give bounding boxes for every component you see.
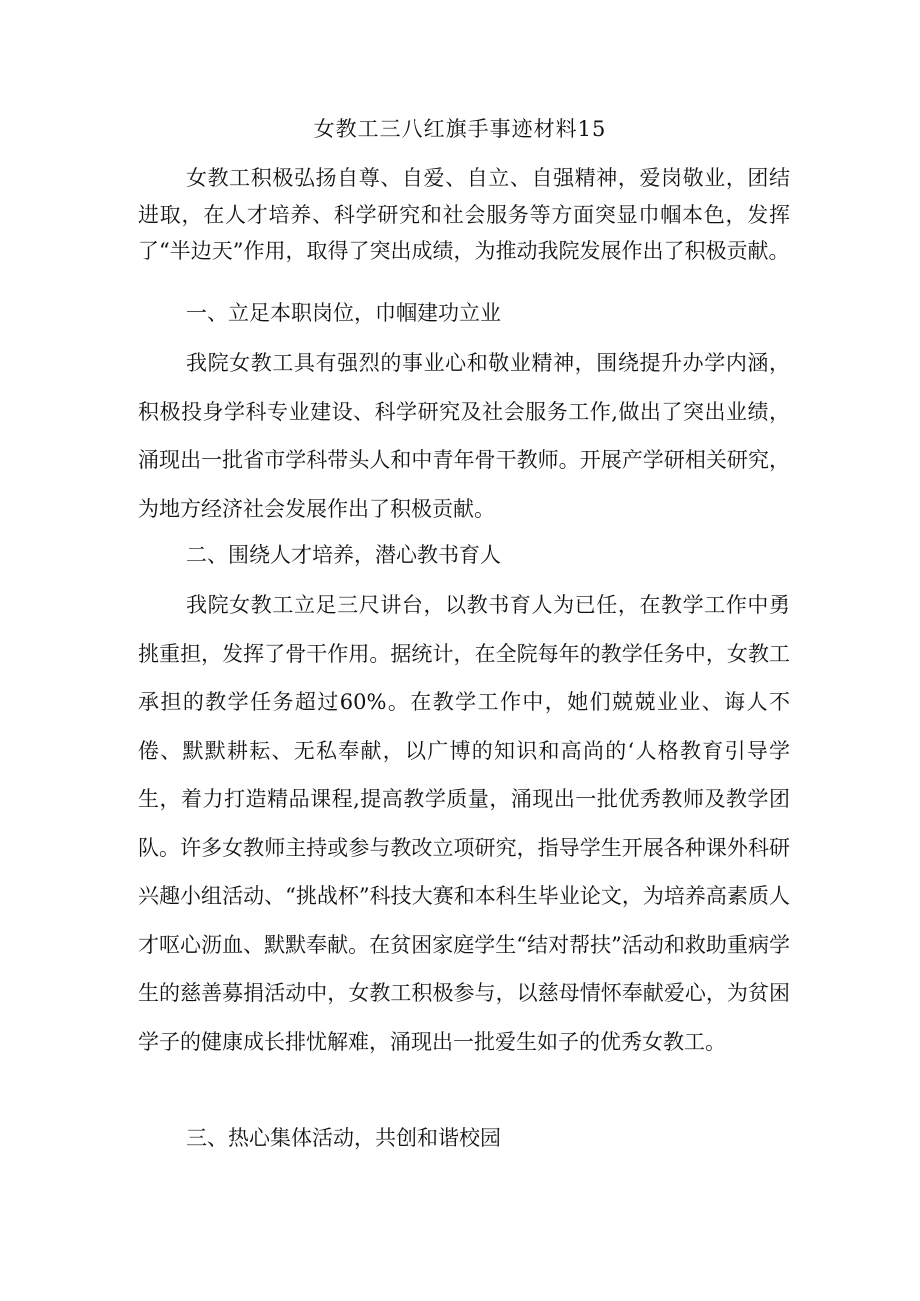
intro-paragraph: 女教工积极弘扬自尊、自爱、自立、自强精神，爱岗敬业，团结进取，在人才培养、科学研究和社会服务等方面突显巾帼本色，发挥了“半边天”作用，取得了突出成绩，为推动我院发展作出了积极贡献。 bbox=[138, 166, 790, 263]
document-title: 女教工三八红旗手事迹材料15 bbox=[313, 117, 607, 141]
section-body-2: 我院女教工立足三尺讲台，以教书育人为已任，在教学工作中勇挑重担，发挥了骨干作用。据统计，在全院每年的教学任务中，女教工承担的教学任务超过60%。在教学工作中，她们兢兢业业、诲人不倦、默默耕耘、无私奉献，以广博的知识和高尚的‘人格教育引导学生，着力打造精品课程,提高教学质量，涌现出一批优秀教师及教学团队。许多女教师主持或参与教改立项研究，指导学生开展各种课外科研兴趣小组活动、“挑战杯”科技大赛和本科生毕业论文，为培养高素质人才呕心沥血、默默奉献。在贫困家庭学生“结对帮扶”活动和救助重病学生的慈善募捐活动中，女教工积极参与，以慈母情怀奉献爱心，为贫困学子的健康成长排忧解难，涌现出一批爱生如子的优秀女教工。 bbox=[138, 593, 790, 1054]
section-heading-2: 二、围绕人才培养，潜心教书育人 bbox=[186, 543, 501, 567]
section-heading-1: 一、立足本职岗位，巾帼建功立业 bbox=[186, 301, 501, 325]
section-body-1: 我院女教工具有强烈的事业心和敬业精神，围绕提升办学内涵，积极投身学科专业建设、科学研究及社会服务工作,做出了突出业绩，涌现出一批省市学科带头人和中青年骨干教师。开展产学研相关研究，为地方经济社会发展作出了积极贡献。 bbox=[138, 351, 790, 521]
section-heading-3: 三、热心集体活动，共创和谐校园 bbox=[186, 1126, 501, 1150]
